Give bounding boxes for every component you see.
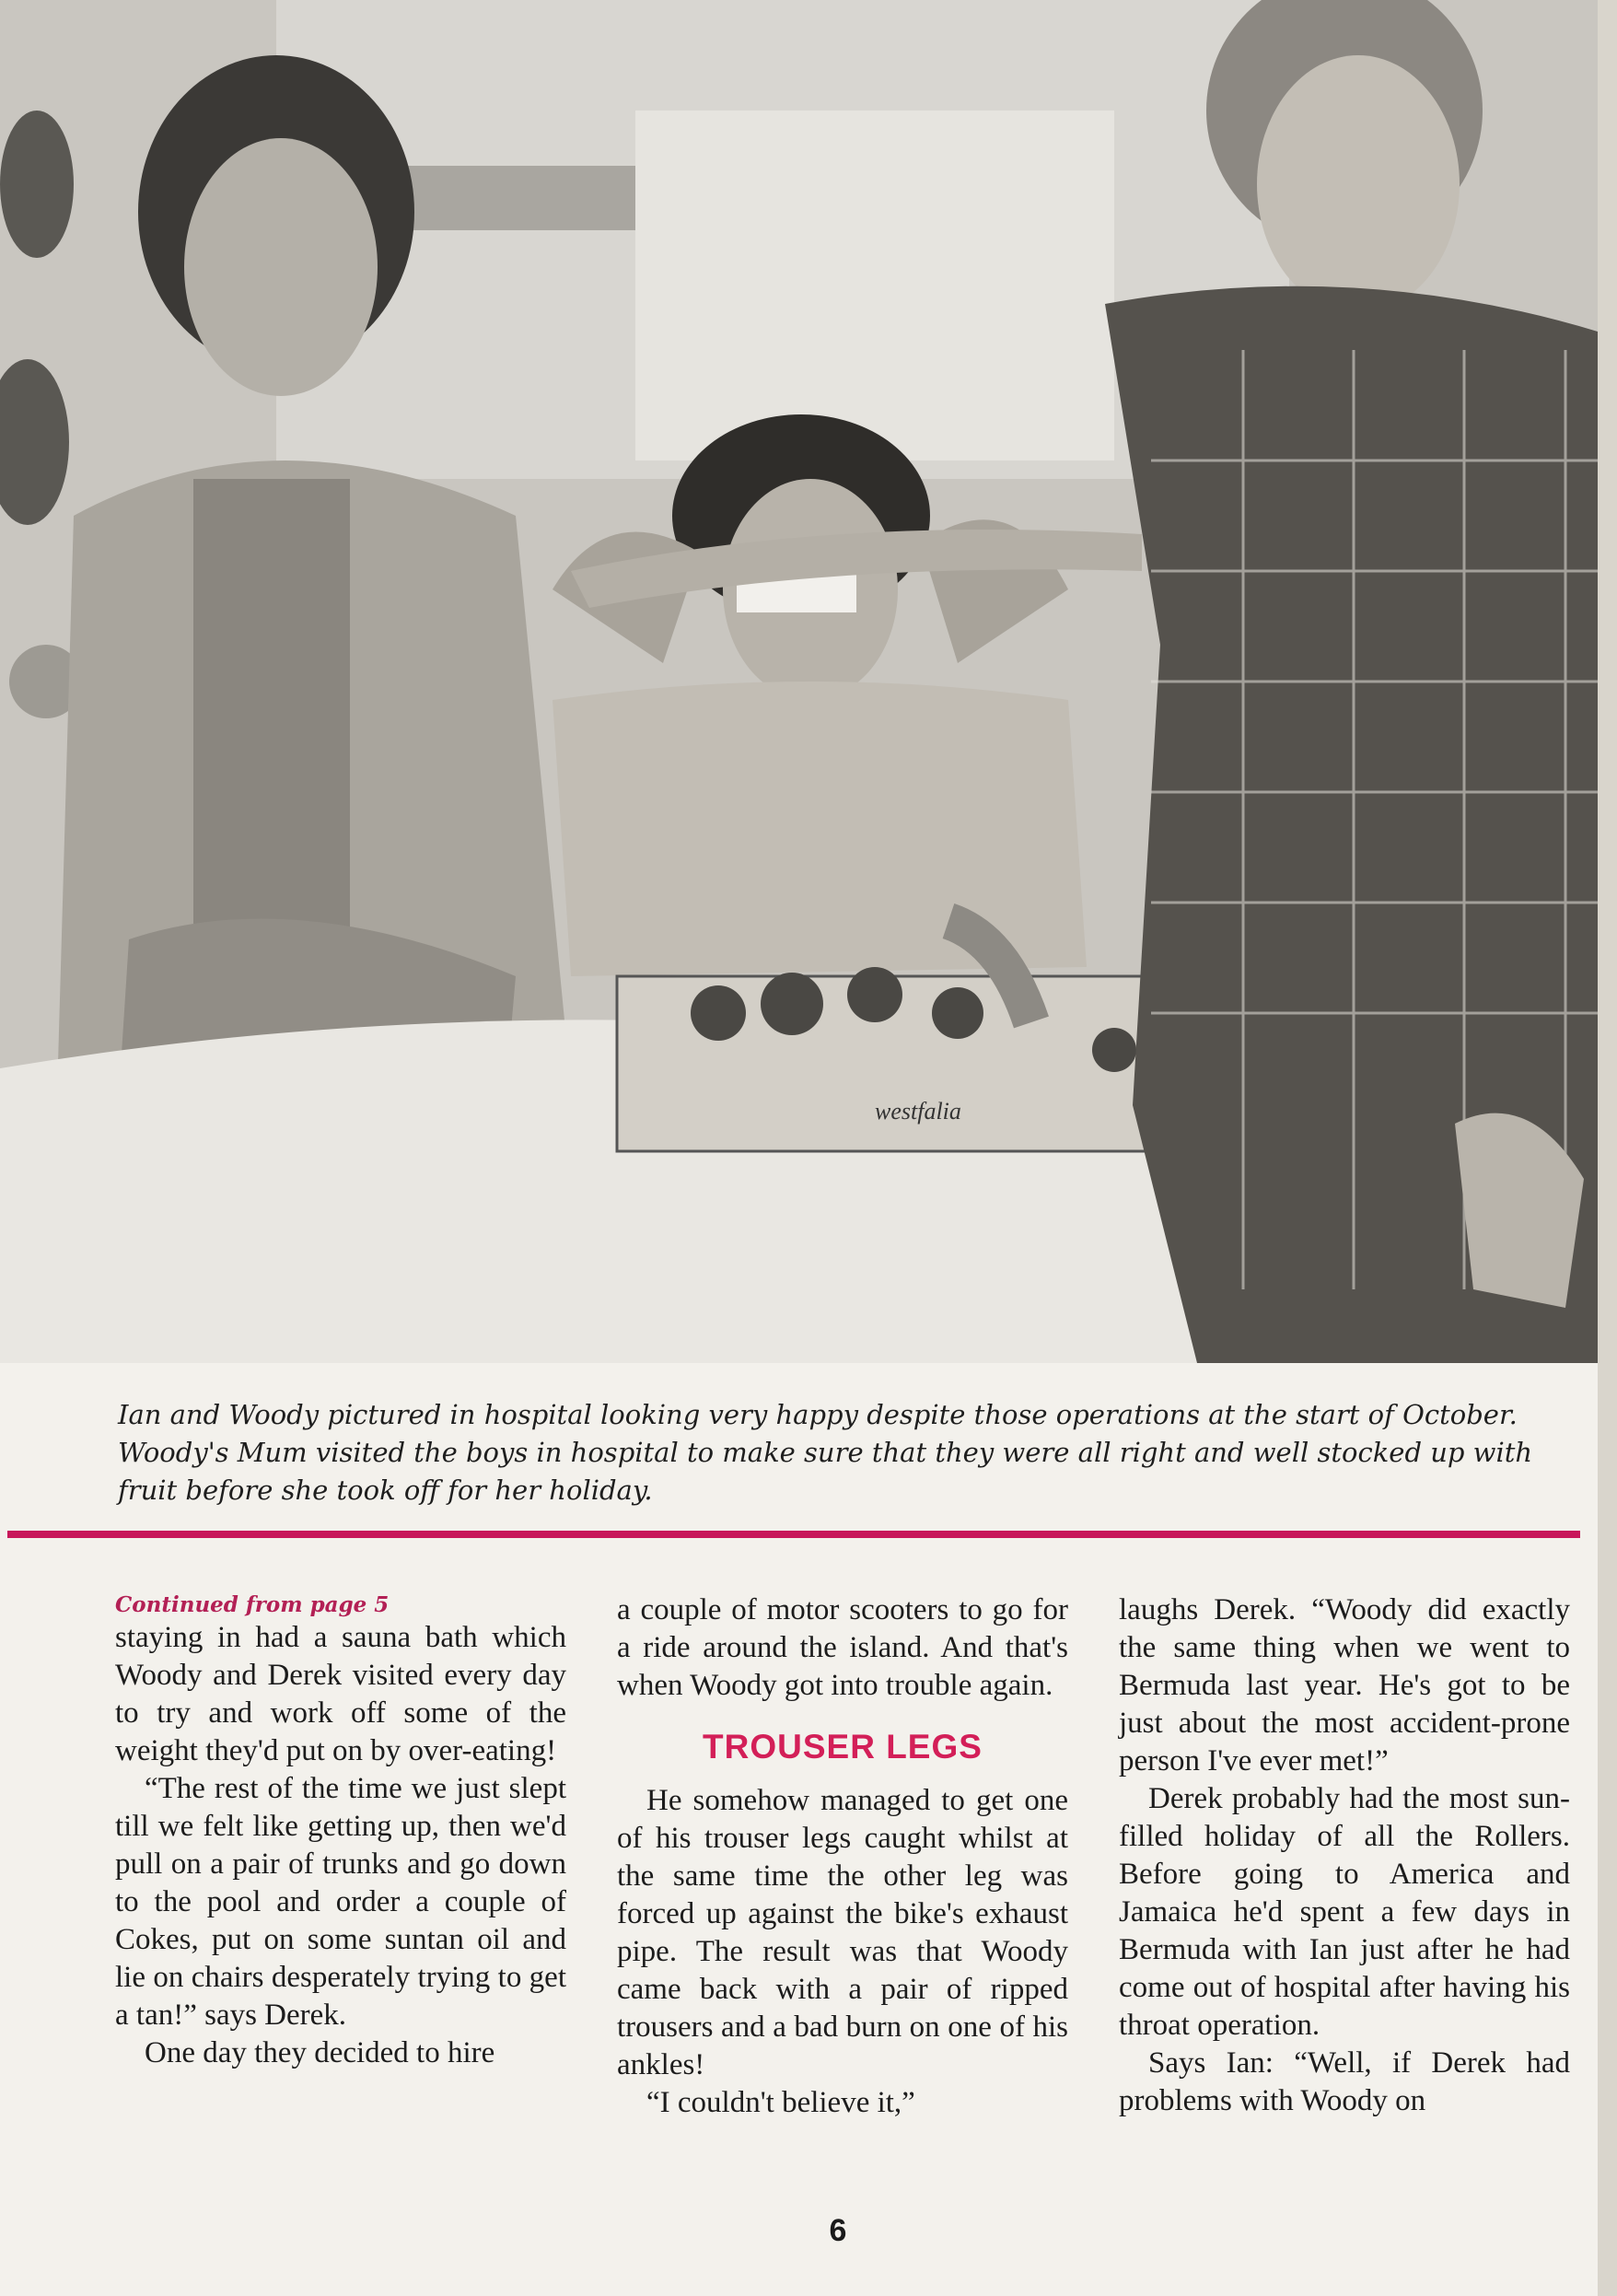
paragraph: laughs Derek. “Woody did exactly the same thing when we went to Bermuda last year. He's got to be just about the most accident-prone person I've ever met!” bbox=[1119, 1593, 1570, 1777]
paragraph: “The rest of the time we just slept till we felt like getting up, then we'd pull on a pair of trunks and go down to the pool and order a couple of Cokes, put on some suntan oil and lie on chairs desperately trying to get a tan!” says Derek. bbox=[115, 1772, 566, 2032]
article-column-2 bbox=[617, 1591, 1068, 2122]
accent-rule bbox=[7, 1531, 1580, 1538]
article-column-1 bbox=[115, 1591, 566, 2072]
article-column-3 bbox=[1119, 1591, 1570, 2120]
photo-caption: Ian and Woody pictured in hospital looking very happy despite those operations at the start of October. Woody's Mum visited the boys in hospital to make sure that they were all right and well stocked up with fruit before she took off for her holiday. bbox=[118, 1399, 1533, 1506]
paragraph: staying in had a sauna bath which Woody and Derek visited every day to try and work off some of the weight they'd put on by over-eating! bbox=[115, 1621, 566, 1767]
paragraph: Derek probably had the most sun-filled holiday of all the Rollers. Before going to America and Jamaica he'd spent a few days in Bermuda with Ian just after he had come out of hospital after having his throat operation. bbox=[1119, 1782, 1570, 2042]
paragraph: One day they decided to hire bbox=[145, 2036, 495, 2069]
paragraph: Says Ian: “Well, if Derek had problems with Woody on bbox=[1119, 2046, 1570, 2117]
page-number: 6 bbox=[829, 2213, 847, 2248]
paragraph: He somehow managed to get one of his trouser legs caught whilst at the same time the other leg was forced up against the bike's exhaust pipe. The result was that Woody came back with a pair of ripped trousers and a bad burn on one of his ankles! bbox=[617, 1784, 1068, 2081]
continued-note: Continued from page 5 bbox=[115, 1592, 390, 1617]
paragraph: “I couldn't believe it,” bbox=[646, 2086, 915, 2119]
subheading: TROUSER LEGS bbox=[703, 1728, 983, 1766]
fruit-box-label: westfalia bbox=[875, 1098, 961, 1125]
page-edge bbox=[1598, 0, 1617, 2296]
paragraph: a couple of motor scooters to go for a ride around the island. And that's when Woody got into trouble again. bbox=[617, 1593, 1068, 1702]
